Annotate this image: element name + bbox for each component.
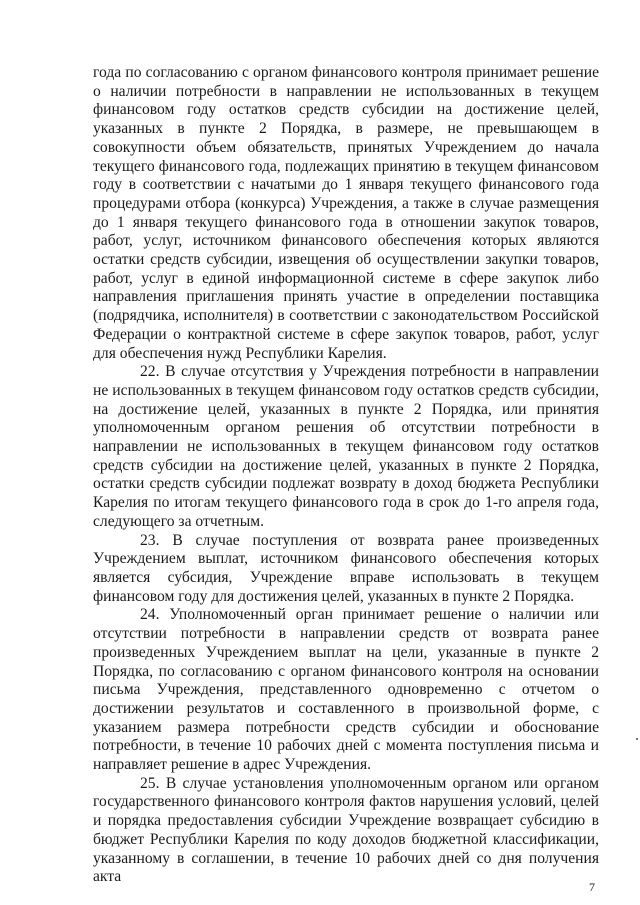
scan-mark <box>636 738 638 740</box>
page-number: 7 <box>589 880 595 894</box>
paragraph-23: 23. В случае поступления от возврата ранее произведенных Учреждением выплат, источником финансового обеспечения которых является субсидия, Учреждение вправе использовать в текущем финансовом году для достижения целей, указанных в пункте 2 Порядка. <box>93 531 599 605</box>
document-body <box>93 64 599 887</box>
paragraph-25: 25. В случае установления уполномоченным органом или органом государственного финансового контроля фактов нарушения условий, целей и порядка предоставления субсидии Учреждение возвращает субсидию в бюджет Республики Карелия по коду доходов бюджетной классификации, указанному в соглашении, в течение 10 рабочих дней со дня получения акта <box>93 774 599 886</box>
paragraph-24: 24. Уполномоченный орган принимает решение о наличии или отсутствии потребности в направлении средств от возврата ранее произведенных Учреждением выплат на цели, указанные в пункте 2 Порядка, по согласованию с органом финансового контроля на основании письма Учреждения, представленного одновременно с отчетом о достижении результатов и составленного в произвольной форме, с указанием размера потребности средств субсидии и обоснование потребности, в течение 10 рабочих дней с момента поступления письма и направляет решение в адрес Учреждения. <box>93 606 599 774</box>
paragraph-22: 22. В случае отсутствия у Учреждения потребности в направлении не использованных в текущем финансовом году остатков средств субсидии, на достижение целей, указанных в пункте 2 Порядка, или принятия уполномоченным органом решения об отсутствии потребности в направлении не использованных в текущем финансовом году остатков средств субсидии на достижение целей, указанных в пункте 2 Порядка, остатки средств субсидии подлежат возврату в доход бюджета Республики Карелия по итогам текущего финансового года в срок до 1-го апреля года, следующего за отчетным. <box>93 363 599 530</box>
paragraph-continuation: года по согласованию с органом финансового контроля принимает решение о наличии потребности в направлении не использованных в текущем финансовом году остатков средств субсидии на достижение целей, указанных в пункте 2 Порядка, в размере, не превышающем в совокупности объем обязательств, принятых Учреждением до начала текущего финансового года, подлежащих принятию в текущем финансовом году в соответствии с начатыми до 1 января текущего финансового года процедурами отбора (конкурса) Учреждения, а также в случае размещения до 1 января текущего финансового года в отношении закупок товаров, работ, услуг, источником финансового обеспечения которых являются остатки средств субсидии, извещения об осуществлении закупки товаров, работ, услуг в единой информационной системе в сфере закупок либо направления приглашения принять участие в определении поставщика (подрядчика, исполнителя) в соответствии с законодательством Российской Федерации о контрактной системе в сфере закупок товаров, работ, услуг для обеспечения нужд Республики Карелия. <box>93 64 599 362</box>
